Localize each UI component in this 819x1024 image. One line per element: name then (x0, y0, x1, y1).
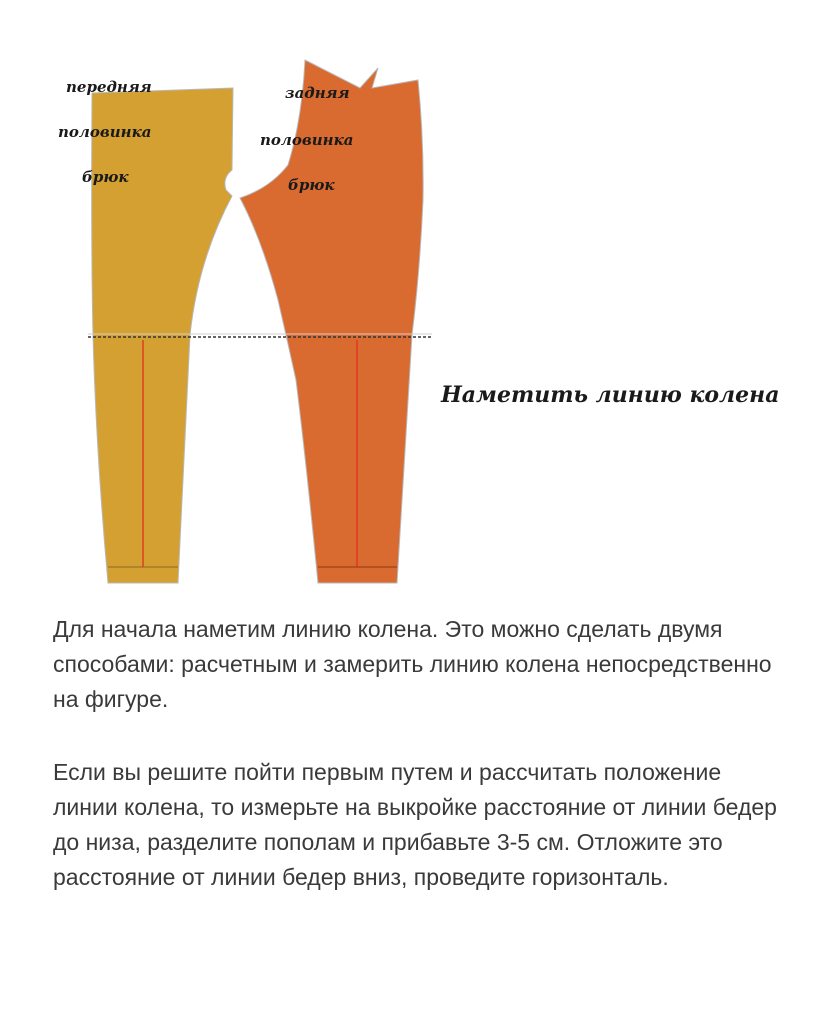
back-label-line-2: половинка (260, 131, 354, 149)
front-trouser-half (92, 88, 233, 583)
back-label-line-1: задняя (285, 84, 350, 102)
back-label-line-3: брюк (288, 176, 335, 194)
paragraph-1: Для начала наметим линию колена. Это можно сделать двумя способами: расчетным и замерить линию колена непосредственно на фигуре. (53, 616, 772, 712)
paragraph-2: Если вы решите пойти первым путем и рассчитать положение линии колена, то измерьте на выкройке расстояние от линии бедер до низа, разделите пополам и прибавьте 3-5 см. Отложите это расстояние от линии бедер вниз, проведите горизонталь. (53, 759, 777, 890)
knee-line-label: Наметить линию колена (441, 382, 780, 408)
front-label-line-1: передняя (66, 78, 152, 96)
instruction-text (53, 612, 778, 933)
front-label-line-2: половинка (58, 123, 152, 141)
front-label-line-3: брюк (82, 168, 129, 186)
